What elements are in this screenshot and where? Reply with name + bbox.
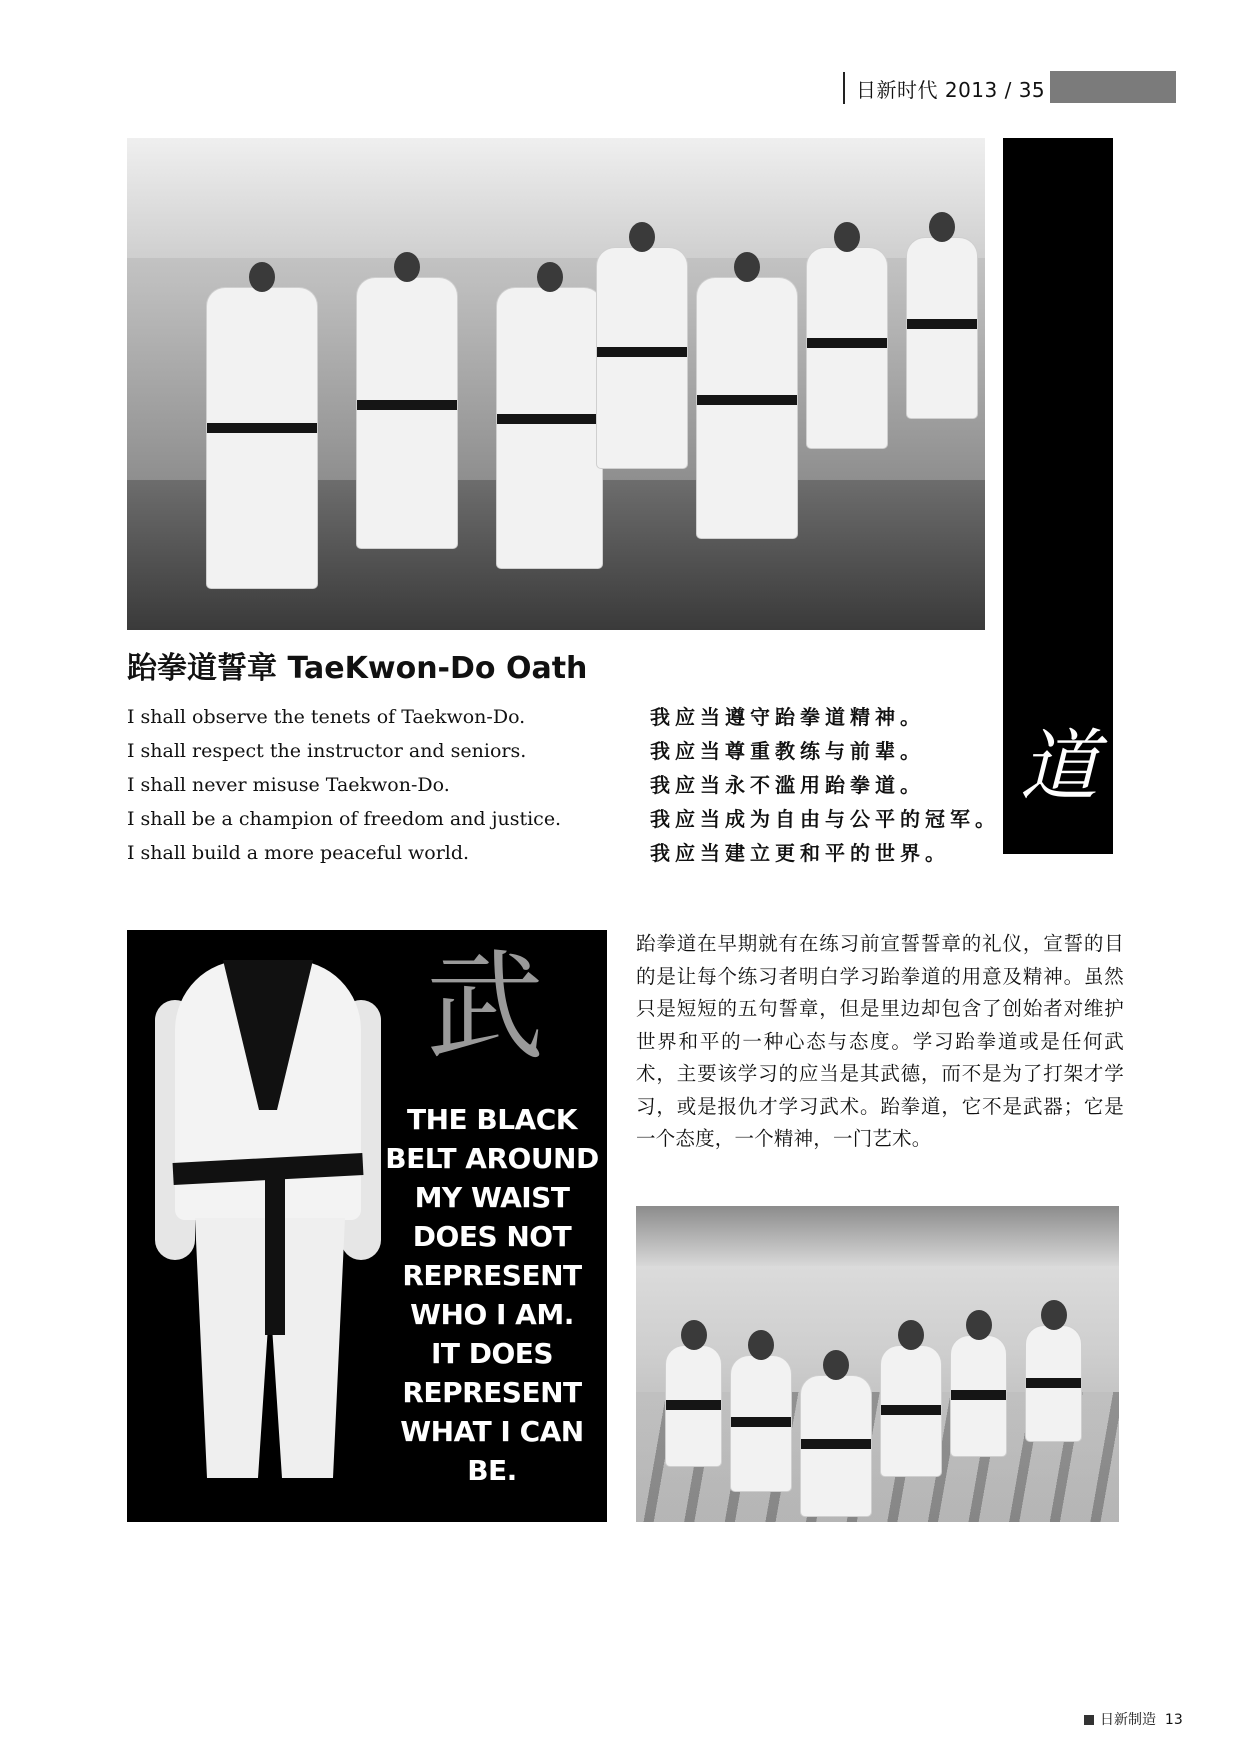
poster-quote-line: BELT AROUND: [385, 1142, 599, 1175]
oath-chinese-line: 我应当建立更和平的世界。: [650, 841, 950, 865]
student-figure: [951, 1336, 1006, 1456]
oath-english-line: I shall never misuse Taekwon-Do.: [127, 774, 450, 796]
poster-quote-line: IT DOES: [430, 1337, 554, 1370]
header-divider: [843, 72, 845, 104]
student-figure: [666, 1346, 721, 1466]
page-number: 13: [1164, 1712, 1183, 1728]
oath-chinese: [650, 700, 1000, 870]
poster-quote: [385, 1100, 599, 1490]
poster-quote-line: MY WAIST: [414, 1181, 570, 1214]
student-figure: [497, 288, 602, 568]
student-figure: [207, 288, 317, 588]
oath-english-line: I shall be a champion of freedom and justice.: [127, 808, 562, 830]
page-footer: [1084, 1709, 1183, 1729]
dao-calligraphy: 道: [1019, 722, 1098, 812]
oath-english: [127, 700, 627, 870]
oath-english-line: I shall observe the tenets of Taekwon-Do.: [127, 706, 526, 728]
dobok-figure: [155, 960, 381, 1490]
student-figure: [697, 278, 797, 538]
poster-quote-line: DOES NOT: [412, 1220, 572, 1253]
wu-calligraphy: 武: [425, 938, 544, 1076]
oath-chinese-line: 我应当尊重教练与前辈。: [650, 739, 925, 763]
student-figure: [597, 248, 687, 468]
poster-quote-line: REPRESENT: [402, 1376, 582, 1409]
oath-chinese-line: 我应当永不滥用跆拳道。: [650, 773, 925, 797]
poster-quote-line: WHAT I CAN: [400, 1415, 584, 1448]
article-paragraph: 跆拳道在早期就有在练习前宣誓誓章的礼仪，宣誓的目的是让每个练习者明白学习跆拳道的用意及精神。虽然只是短短的五句誓章，但是里边却包含了创始者对维护世界和平的一种心态与态度。学习跆拳道或是任何武术，主要该学习的应当是其武德，而不是为了打架才学习，或是报仇才学习武术。跆拳道，它不是武器；它是一个态度，一个精神，一门艺术。: [636, 932, 1124, 1150]
oath-chinese-line: 我应当成为自由与公平的冠军。: [650, 807, 1000, 831]
oath-chinese-line: 我应当遵守跆拳道精神。: [650, 705, 925, 729]
student-figure: [907, 238, 977, 418]
black-belt-poster: [127, 930, 607, 1522]
training-hall-photo: [636, 1206, 1119, 1522]
issue-label: 日新时代 2013 / 35: [856, 78, 1046, 102]
poster-quote-line: REPRESENT: [402, 1259, 582, 1292]
poster-quote-line: BE.: [467, 1454, 517, 1487]
student-figure: [1026, 1326, 1081, 1441]
footer-label: 日新制造: [1100, 1712, 1156, 1728]
footer-square-icon: [1084, 1715, 1094, 1725]
student-figure: [801, 1376, 871, 1516]
poster-quote-line: THE BLACK: [406, 1103, 577, 1136]
student-figure: [881, 1346, 941, 1476]
student-figure: [807, 248, 887, 448]
photo-ceiling: [636, 1206, 1119, 1266]
oath-english-line: I shall respect the instructor and seniors.: [127, 740, 527, 762]
student-figure: [731, 1356, 791, 1491]
oath-english-line: I shall build a more peaceful world.: [127, 842, 470, 864]
poster-quote-line: WHO I AM.: [410, 1298, 574, 1331]
oath-title: 跆拳道誓章 TaeKwon-Do Oath: [127, 651, 588, 686]
header-gray-bar: [1050, 71, 1176, 103]
oath-ceremony-photo: [127, 138, 985, 630]
student-figure: [357, 278, 457, 548]
